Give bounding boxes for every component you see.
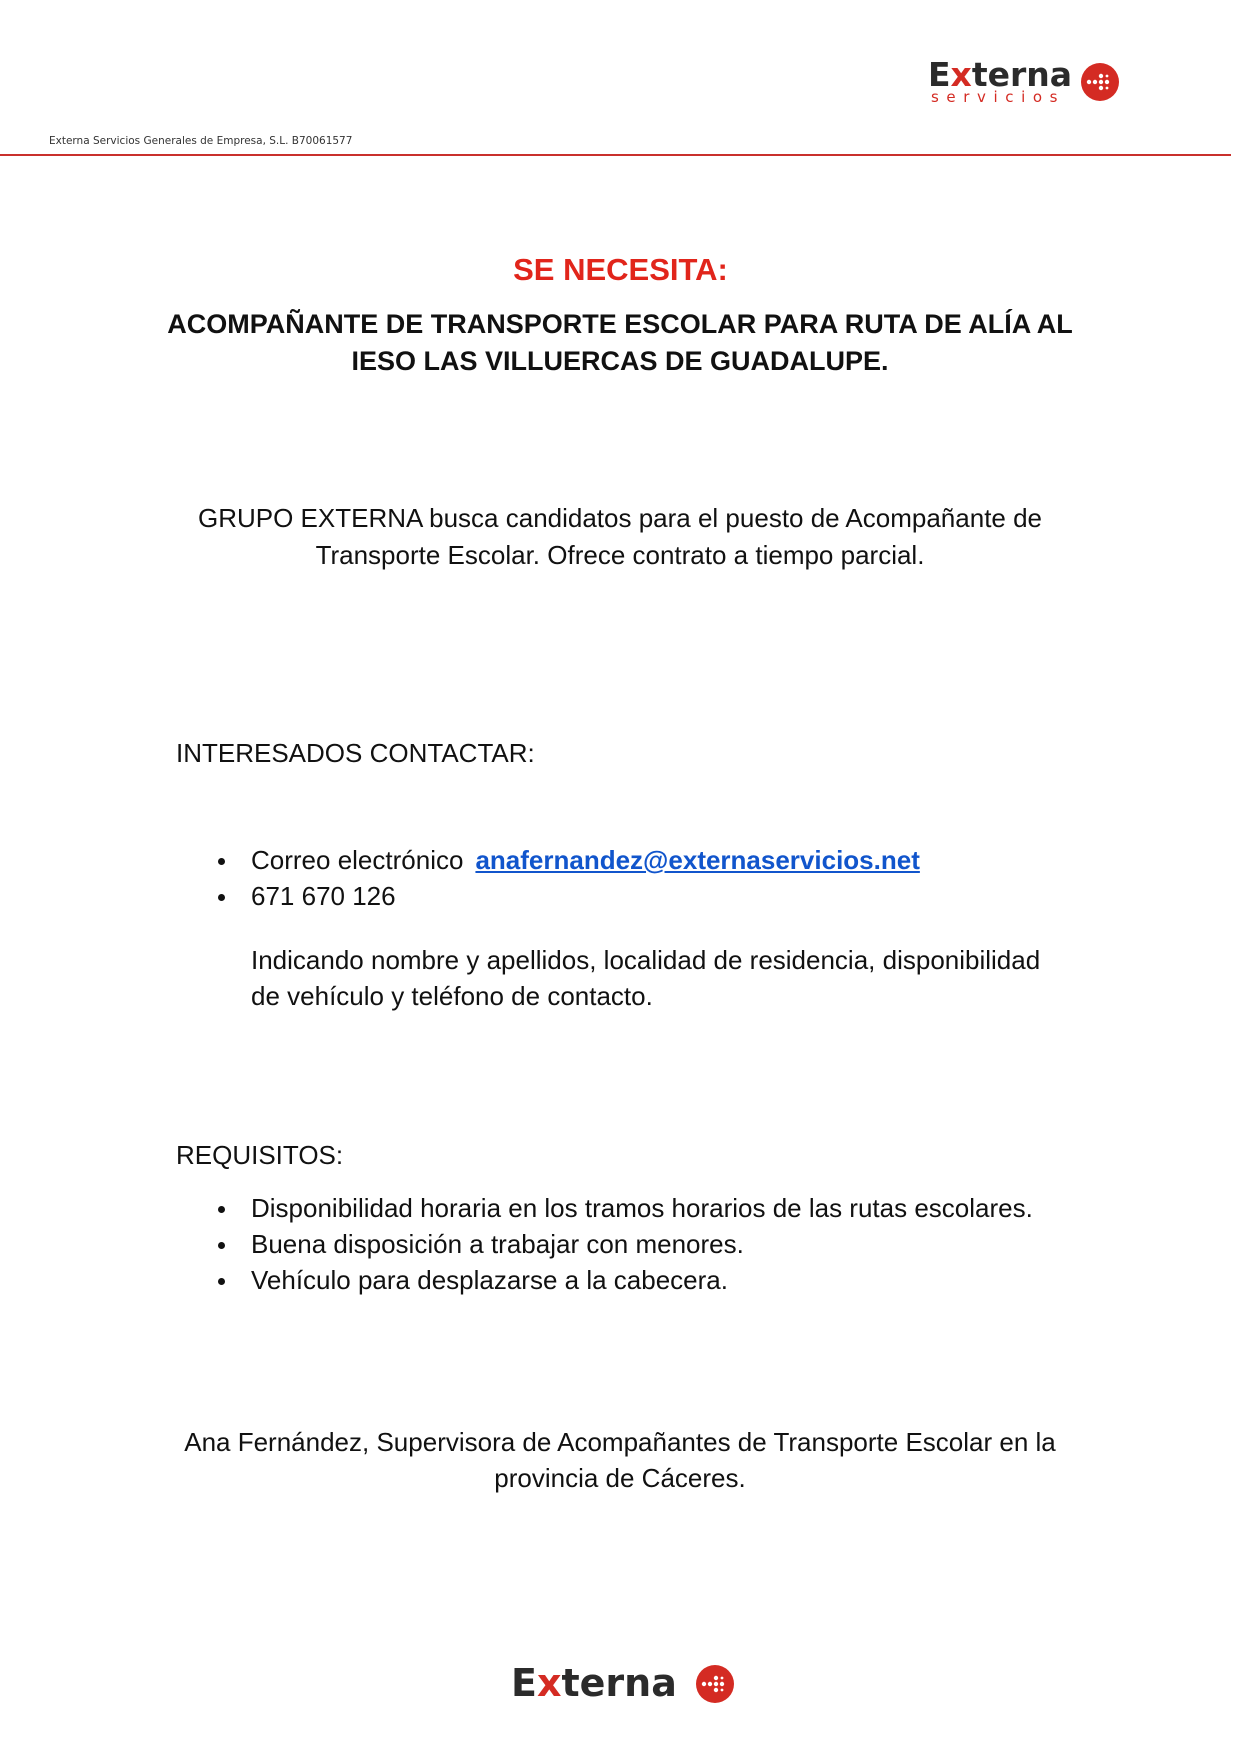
footer-logo: [511, 1662, 736, 1706]
logo-subtitle: servicios: [931, 88, 1066, 106]
requirements-list: [176, 1190, 1056, 1298]
job-headline: ACOMPAÑANTE DE TRANSPORTE ESCOLAR PARA RUTA DE ALÍA AL IESO LAS VILLUERCAS DE GUADALUPE.: [167, 309, 1073, 376]
contact-section-label: INTERESADOS CONTACTAR:: [176, 738, 535, 768]
signature-line: Ana Fernández, Supervisora de Acompañantes de Transporte Escolar en la provincia de Cáceres.: [184, 1427, 1056, 1493]
logo-arrow-icon: [1080, 62, 1120, 102]
contact-note: Indicando nombre y apellidos, localidad de residencia, disponibilidad de vehículo y teléfono de contacto.: [251, 945, 1041, 1011]
phone-number: 671 670 126: [251, 881, 396, 911]
requirement-text: Buena disposición a trabajar con menores.: [251, 1229, 744, 1259]
contact-list: [176, 842, 1056, 914]
list-item: [176, 1262, 1056, 1298]
bullet-icon: [218, 894, 225, 901]
footer-wordmark: [511, 1662, 677, 1704]
email-link[interactable]: anafernandez@externaservicios.net: [475, 845, 920, 875]
intro-paragraph: GRUPO EXTERNA busca candidatos para el puesto de Acompañante de Transporte Escolar. Ofrece contrato a tiempo parcial.: [197, 503, 1043, 570]
kicker-heading: SE NECESITA:: [513, 252, 728, 287]
requirements-section-label: REQUISITOS:: [176, 1140, 344, 1170]
header-logo: [928, 55, 1118, 108]
header-divider: [0, 154, 1231, 156]
list-item-phone: [176, 878, 1056, 914]
list-item-email: [176, 842, 1056, 878]
bullet-icon: [218, 858, 225, 865]
bullet-icon: [218, 1278, 225, 1285]
logo-letter-e: E: [928, 55, 951, 94]
logo-letters-terna: terna: [971, 55, 1073, 94]
requirement-text: Disponibilidad horaria en los tramos horarios de las rutas escolares.: [251, 1193, 1033, 1223]
logo-wordmark: [928, 55, 1073, 94]
logo-letter-x: x: [536, 1661, 562, 1705]
logo-letter-x: x: [950, 55, 972, 94]
email-prefix: Correo electrónico: [251, 845, 464, 875]
logo-letters-terna: terna: [561, 1661, 677, 1705]
logo-letter-e: E: [511, 1661, 537, 1705]
list-item: [176, 1190, 1056, 1226]
requirement-text: Vehículo para desplazarse a la cabecera.: [251, 1265, 728, 1295]
list-item: [176, 1226, 1056, 1262]
bullet-icon: [218, 1242, 225, 1249]
bullet-icon: [218, 1206, 225, 1213]
company-registration-line: Externa Servicios Generales de Empresa, S.L. B70061577: [49, 135, 353, 147]
logo-arrow-icon: [695, 1664, 735, 1704]
